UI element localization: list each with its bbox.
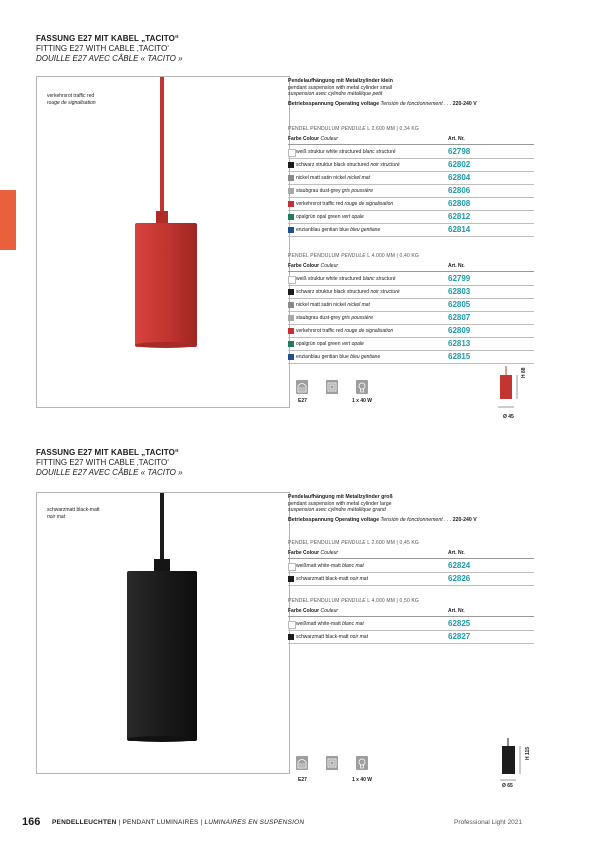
article-number: 62824	[448, 561, 471, 570]
red-pendant-lamp-image	[37, 77, 289, 407]
color-name-de-en: opalgrün opal green	[296, 341, 341, 347]
color-name-fr: bleu gentiane	[350, 227, 381, 233]
color-row	[288, 210, 534, 224]
protection-class-icon	[296, 380, 308, 394]
color-name	[296, 634, 368, 640]
color-name-de-en: schwarzmatt black-matt	[296, 576, 349, 582]
color-name-fr: nickel mat	[347, 302, 370, 308]
color-row	[288, 158, 534, 172]
black-pendant-lamp-image	[37, 493, 289, 773]
spec-block-2: Pendelaufhängung mit Metallzylinder groß pendant suspension with metal cylinder large suspension avec cylindre métallique grand Betriebsspannung Operating voltage Tension de fonctionnement . . . 220-240 V	[288, 494, 534, 523]
color-name-de-en: enzianblau gentian blue	[296, 227, 349, 233]
color-name-de-en: weiß struktur white structured	[296, 149, 362, 155]
color-swatch	[288, 634, 294, 640]
color-name-fr: noir mat	[349, 634, 368, 640]
page-number: 166	[22, 816, 41, 828]
color-name-fr: gris poussière	[341, 188, 374, 194]
color-name-de-en: enzianblau gentian blue	[296, 354, 349, 360]
article-number: 62806	[448, 186, 471, 195]
color-row	[288, 197, 534, 211]
color-row	[288, 223, 534, 237]
color-name	[296, 354, 380, 360]
color-row	[288, 572, 534, 586]
voltage-line: Betriebsspannung Operating voltage Tension de fonctionnement . . . 220-240 V	[288, 516, 477, 523]
color-name-fr: vert opale	[341, 214, 364, 220]
footer-category: PENDELLEUCHTEN | PENDANT LUMINAIRES | LUMINAIRES EN SUSPENSION	[52, 819, 305, 826]
color-row	[288, 324, 534, 338]
title-de: FASSUNG E27 MIT KABEL „TACITO“	[36, 34, 180, 43]
color-row	[288, 171, 534, 185]
color-name	[296, 621, 364, 627]
color-name	[296, 341, 364, 347]
color-name-de-en: verkehrsrot traffic red	[296, 201, 344, 207]
color-row	[288, 285, 534, 299]
color-name-fr: noir structuré	[370, 289, 400, 295]
voltage-line: Betriebsspannung Operating voltage Tension de fonctionnement . . . 220-240 V	[288, 100, 477, 107]
color-name-fr: rouge de signalisation	[344, 201, 394, 207]
color-swatch	[288, 276, 296, 284]
color-name-de-en: nickel matt satin nickel	[296, 175, 347, 181]
color-swatch	[288, 328, 294, 334]
color-name-de-en: schwarz struktur black structured	[296, 162, 370, 168]
color-name-fr: blanc structuré	[362, 149, 396, 155]
product-photo-2	[36, 492, 290, 774]
color-name-fr: noir structuré	[370, 162, 400, 168]
color-swatch	[288, 188, 294, 194]
article-number: 62827	[448, 632, 471, 641]
article-number: 62815	[448, 352, 471, 361]
color-name	[296, 149, 396, 155]
pendulum-heading-1b: PENDEL PENDULUM PENDULE L 4.000 MM | 0,40 KG	[288, 253, 419, 259]
color-swatch	[288, 563, 296, 571]
table-header: Farbe Colour Couleur Art. Nr.	[288, 135, 534, 145]
socket-label: E27	[298, 777, 307, 783]
color-row	[288, 311, 534, 325]
footer-brand: Professional Light 2021	[454, 819, 522, 826]
color-swatch	[288, 214, 294, 220]
color-name-de-en: weiß struktur white structured	[296, 276, 362, 282]
color-swatch	[288, 201, 294, 207]
article-number: 62812	[448, 212, 471, 221]
diameter-dimension: Ø 45	[503, 414, 514, 420]
photo-label: schwarzmatt black-matt noir mat	[47, 507, 100, 520]
color-row	[288, 184, 534, 198]
double-insulation-icon	[326, 380, 338, 394]
color-name-fr: bleu gentiane	[350, 354, 381, 360]
color-swatch	[288, 341, 294, 347]
wattage-label: 1 x 40 W	[352, 777, 373, 783]
article-number: 62826	[448, 574, 471, 583]
article-number: 62805	[448, 300, 471, 309]
color-swatch	[288, 621, 296, 629]
color-swatch	[288, 289, 294, 295]
color-name	[296, 302, 370, 308]
article-number: 62813	[448, 339, 471, 348]
table-header: Farbe Colour Couleur Art. Nr.	[288, 607, 534, 617]
color-row	[288, 337, 534, 351]
color-row	[288, 350, 534, 364]
article-number: 62808	[448, 199, 471, 208]
height-dimension: H 88	[521, 367, 527, 378]
color-name	[296, 576, 368, 582]
color-row	[288, 145, 534, 159]
color-name-de-en: staubgrau dust-grey	[296, 188, 341, 194]
color-name	[296, 162, 400, 168]
pendulum-heading-2b: PENDEL PENDULUM PENDULE L 4.000 MM | 0,50 KG	[288, 598, 419, 604]
product-photo-1	[36, 76, 290, 408]
article-number: 62809	[448, 326, 471, 335]
diameter-dimension: Ø 65	[502, 783, 513, 789]
color-name-fr: blanc mat	[342, 563, 364, 569]
color-name	[296, 188, 373, 194]
title-en: FITTING E27 WITH CABLE ‚TACITO‘	[36, 44, 170, 53]
article-number: 62807	[448, 313, 471, 322]
dimension-drawing-2	[494, 738, 534, 788]
color-name-fr: nickel mat	[347, 175, 370, 181]
color-name	[296, 227, 380, 233]
pendulum-heading-1a: PENDEL PENDULUM PENDULE L 2.600 MM | 0,34 KG	[288, 126, 419, 132]
color-name	[296, 315, 373, 321]
color-name-de-en: schwarz struktur black structured	[296, 289, 370, 295]
color-name	[296, 328, 393, 334]
article-number: 62798	[448, 147, 471, 156]
article-number: 62814	[448, 225, 471, 234]
socket-label: E27	[298, 398, 307, 404]
color-swatch	[288, 302, 294, 308]
color-swatch	[288, 162, 294, 168]
color-name-fr: rouge de signalisation	[344, 328, 394, 334]
color-name-fr: gris poussière	[341, 315, 374, 321]
color-row	[288, 298, 534, 312]
color-name-de-en: staubgrau dust-grey	[296, 315, 341, 321]
bulb-icon	[356, 756, 368, 770]
color-name	[296, 175, 370, 181]
color-swatch	[288, 175, 294, 181]
article-number: 62825	[448, 619, 471, 628]
color-name-de-en: schwarzmatt black-matt	[296, 634, 349, 640]
article-number: 62799	[448, 274, 471, 283]
article-number: 62804	[448, 173, 471, 182]
color-swatch	[288, 576, 294, 582]
color-name-de-en: weißmatt white-matt	[296, 563, 341, 569]
section1-title	[36, 34, 336, 64]
table-header: Farbe Colour Couleur Art. Nr.	[288, 262, 534, 272]
height-dimension: H 115	[525, 746, 531, 760]
section-color-tab	[0, 190, 16, 250]
table-header: Farbe Colour Couleur Art. Nr.	[288, 549, 534, 559]
color-name-de-en: verkehrsrot traffic red	[296, 328, 344, 334]
color-swatch	[288, 149, 296, 157]
spec-block-1: Pendelaufhängung mit Metallzylinder klein pendant suspension with metal cylinder small suspension avec cylindre métallique petit Betriebsspannung Operating voltage Tension de fonctionnement . . . 220-240 V	[288, 78, 534, 107]
color-name-de-en: nickel matt satin nickel	[296, 302, 347, 308]
color-name	[296, 201, 393, 207]
color-name-de-en: opalgrün opal green	[296, 214, 341, 220]
section2-title: FASSUNG E27 MIT KABEL „TACITO“ FITTING E27 WITH CABLE ‚TACITO‘ DOUILLE E27 AVEC CÂBLE « TACITO »	[36, 448, 183, 477]
color-name-de-en: weißmatt white-matt	[296, 621, 341, 627]
color-swatch	[288, 354, 294, 360]
color-swatch	[288, 227, 294, 233]
color-name-fr: blanc mat	[342, 621, 364, 627]
color-row	[288, 272, 534, 286]
article-number: 62803	[448, 287, 471, 296]
pendulum-heading-2a: PENDEL PENDULUM PENDULE L 2.600 MM | 0,45 KG	[288, 540, 419, 546]
article-number: 62802	[448, 160, 471, 169]
wattage-label: 1 x 40 W	[352, 398, 373, 404]
color-name-fr: blanc structuré	[362, 276, 396, 282]
color-name	[296, 289, 400, 295]
color-name	[296, 276, 396, 282]
photo-label: verkehrsrot traffic red rouge de signalisation	[47, 93, 96, 106]
color-name	[296, 563, 364, 569]
bulb-icon	[356, 380, 368, 394]
color-row	[288, 617, 534, 631]
color-row	[288, 630, 534, 644]
color-name-fr: noir mat	[349, 576, 368, 582]
color-row	[288, 559, 534, 573]
title-fr: DOUILLE E27 AVEC CÂBLE « TACITO »	[36, 54, 183, 63]
color-name-fr: vert opale	[341, 341, 364, 347]
color-name	[296, 214, 364, 220]
color-swatch	[288, 315, 294, 321]
double-insulation-icon	[326, 756, 338, 770]
protection-class-icon	[296, 756, 308, 770]
